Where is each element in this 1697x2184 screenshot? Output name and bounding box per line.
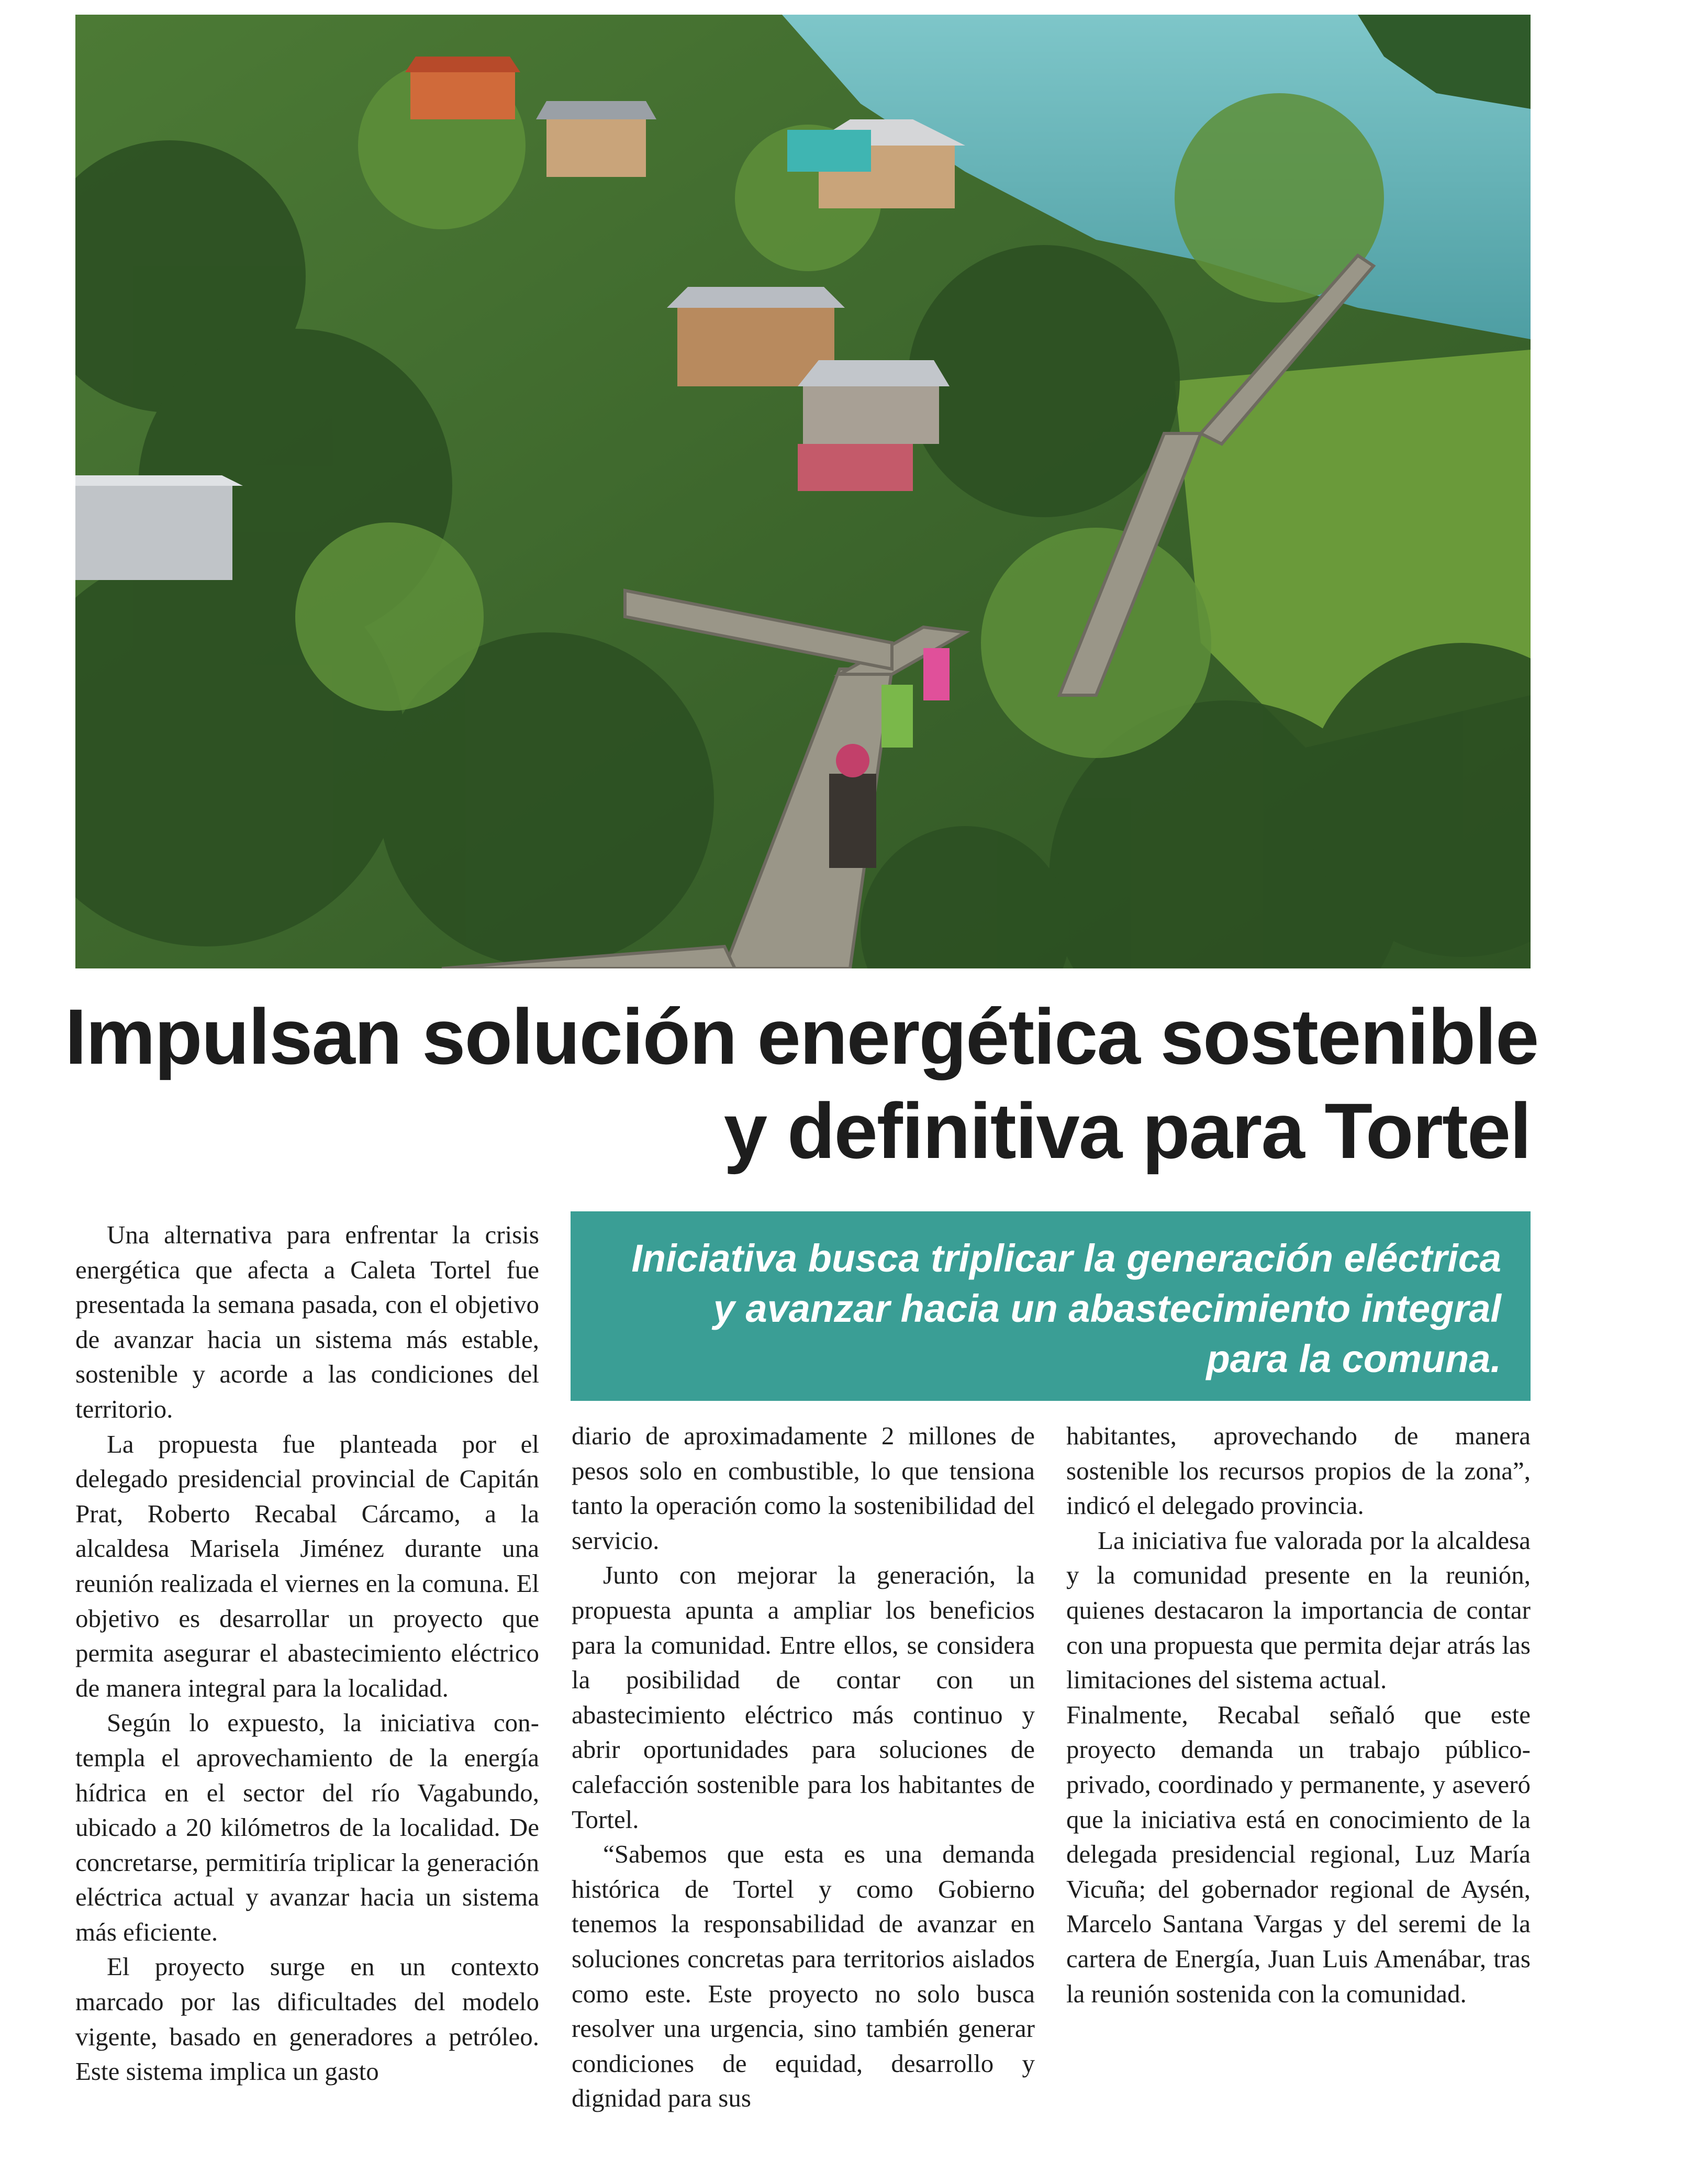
paragraph: La propuesta fue planteada por el delegado presidencial provincial de Capitán Prat, Roberto Recabal Cárcamo, a la alcaldesa Marisela Jiménez durante una reunión realizada el viernes en la comuna. El objetivo es desarrollar un proyecto que permita asegurar el abastecimiento eléctrico de manera integral para la localidad. (75, 1429, 539, 1702)
callout-line-2: y avanzar hacia un abastecimiento integral (713, 1287, 1501, 1330)
callout-line-3: para la comuna. (1206, 1337, 1501, 1380)
caleta-tortel-boardwalk-photo (75, 15, 1531, 968)
article-photo (75, 15, 1531, 968)
body-column-2 (572, 1419, 1035, 2116)
paragraph: habitantes, aprovechando de manera sostenible los recursos propios de la zona”, indicó el delegado provincia. (1066, 1421, 1531, 1520)
paragraph: Junto con mejorar la generación, la propuesta apunta a ampliar los beneficios para la comunidad. Entre ellos, se considera la posibilidad de contar con un abastecimiento eléctrico más continuo y abrir oportunidades para soluciones de calefacción sostenible para los habitantes de Tortel. (572, 1561, 1035, 1834)
paragraph: Finalmente, Recabal señaló que este proyecto demanda un trabajo público-privado, coordinado y permanente, y aseveró que la iniciativa está en conocimiento de la delegada presidencial regional, Luz María Vicuña; del gobernador regional de Aysén, Marcelo Santana Vargas y del seremi de la cartera de Energía, Juan Luis Amenábar, tras la reunión sostenida con la comunidad. (1066, 1700, 1531, 2008)
body-column-3 (1066, 1419, 1531, 2011)
paragraph: “Sabemos que esta es una demanda histórica de Tortel y como Gobierno tenemos la responsabilidad de avanzar en soluciones concretas para territorios aislados como este. Este proyecto no solo busca resolver una urgencia, sino también generar condiciones de equidad, desarrollo y dignidad para sus (572, 1840, 1035, 2113)
body-column-1 (75, 1218, 539, 2089)
headline-line-1: Impulsan solución energética sostenible (65, 993, 1538, 1080)
paragraph: diario de aproximadamente 2 millones de pesos solo en combustible, lo que tensiona tanto la operación como la sostenibilidad del servicio. (572, 1421, 1035, 1555)
subheadline-callout (571, 1211, 1531, 1401)
paragraph: La iniciativa fue valorada por la alcaldesa y la comunidad presente en la reunión, quienes destacaron la importancia de contar con una propuesta que permita dejar atrás las limitaciones del sistema actual. (1066, 1525, 1531, 1695)
headline-line-2: y definitiva para Tortel (723, 1087, 1531, 1175)
paragraph: El proyecto surge en un contexto marcado por las dificultades del modelo vigente, basado en generadores a petróleo. Este sistema implica un gasto (75, 1952, 539, 2086)
callout-line-1: Iniciativa busca triplicar la generación eléctrica (631, 1236, 1501, 1280)
paragraph: Una alternativa para enfrentar la crisis energética que afecta a Caleta Tortel fue presentada la semana pasada, con el objetivo de avanzar hacia un sistema más estable, sostenible y acorde a las condiciones del territorio. (75, 1220, 539, 1423)
article-headline (65, 989, 1538, 1178)
paragraph: Según lo expuesto, la iniciativa contempla el aprovechamiento de la energía hídrica en el sector del río Vagabundo, ubicado a 20 kilómetros de la localidad. De concretarse, permitiría triplicar la generación eléctrica actual y avanzar hacia un sistema más eficiente. (75, 1708, 539, 1946)
